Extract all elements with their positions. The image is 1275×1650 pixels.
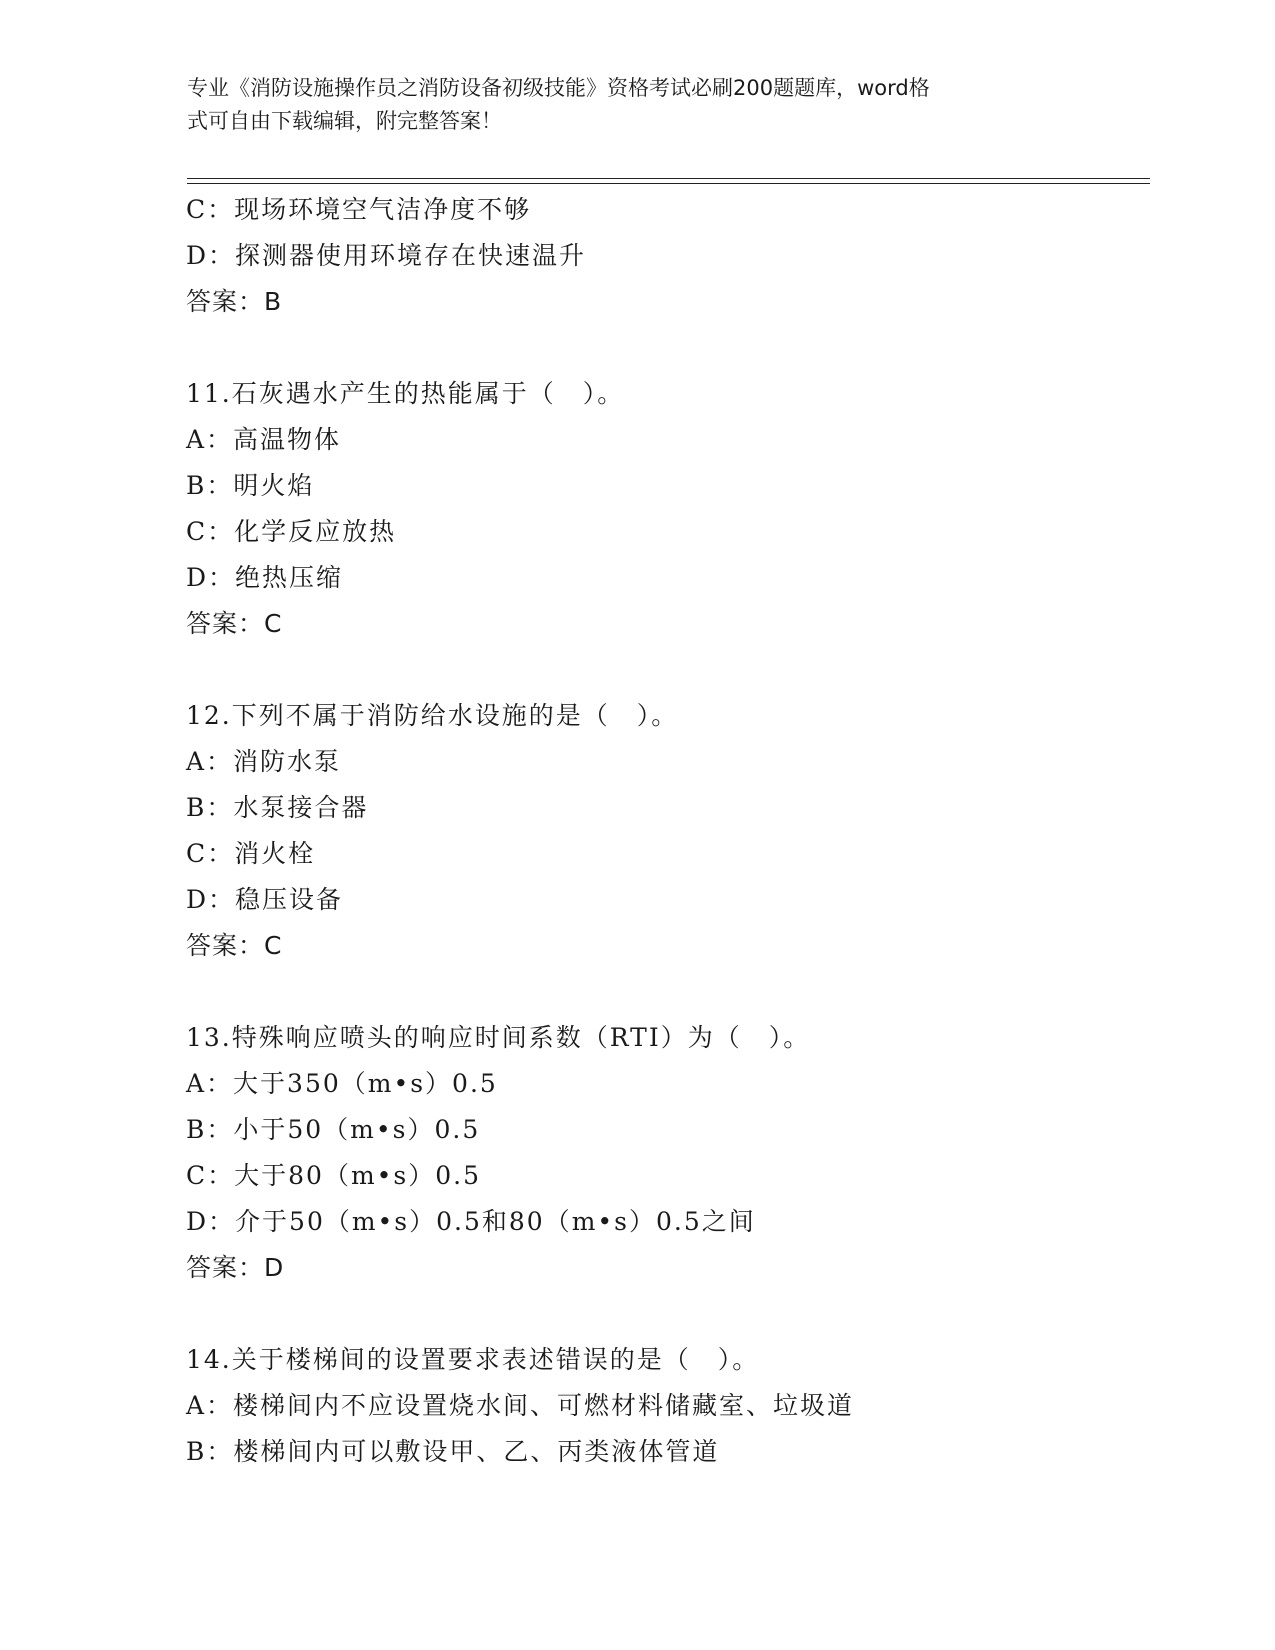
option-c: C：现场环境空气洁净度不够 — [186, 195, 532, 224]
option-b: B：小于50（m•s）0.5 — [186, 1115, 481, 1144]
option-b: B：明火焰 — [186, 471, 315, 500]
spacer — [186, 1291, 1146, 1337]
question-fragment-10 — [186, 187, 1146, 325]
option-d: D：探测器使用环境存在快速温升 — [186, 241, 587, 270]
question-14 — [186, 1337, 1146, 1475]
option-c: C：消火栓 — [186, 839, 316, 868]
option-b: B：水泵接合器 — [186, 793, 369, 822]
question-content — [186, 187, 1146, 1475]
option-d: D：介于50（m•s）0.5和80（m•s）0.5之间 — [186, 1207, 756, 1236]
spacer — [186, 325, 1146, 371]
document-header — [187, 72, 1067, 138]
spacer — [186, 647, 1146, 693]
option-b: B：楼梯间内可以敷设甲、乙、丙类液体管道 — [186, 1437, 720, 1466]
option-c: C：大于80（m•s）0.5 — [186, 1161, 481, 1190]
header-line-2: 式可自由下载编辑，附完整答案！ — [187, 109, 502, 133]
question-stem: 12.下列不属于消防给水设施的是（ ）。 — [186, 701, 679, 730]
header-rule-thin — [187, 183, 1150, 184]
answer: 答案：D — [186, 1253, 285, 1282]
header-line-1: 专业《消防设施操作员之消防设备初级技能》资格考试必刷200题题库，word格 — [187, 76, 930, 100]
option-a: A：高温物体 — [186, 425, 342, 454]
header-rule-thick — [187, 178, 1150, 179]
question-stem: 14.关于楼梯间的设置要求表述错误的是（ ）。 — [186, 1345, 760, 1374]
question-13 — [186, 1015, 1146, 1291]
answer: 答案：C — [186, 609, 283, 638]
option-a: A：大于350（m•s）0.5 — [186, 1069, 498, 1098]
option-d: D：绝热压缩 — [186, 563, 344, 592]
question-stem: 11.石灰遇水产生的热能属于（ ）。 — [186, 379, 625, 408]
option-a: A：消防水泵 — [186, 747, 342, 776]
answer: 答案：C — [186, 931, 283, 960]
question-11 — [186, 371, 1146, 647]
option-a: A：楼梯间内不应设置烧水间、可燃材料储藏室、垃圾道 — [186, 1391, 855, 1420]
answer: 答案：B — [186, 287, 283, 316]
spacer — [186, 969, 1146, 1015]
option-c: C：化学反应放热 — [186, 517, 397, 546]
question-stem: 13.特殊响应喷头的响应时间系数（RTI）为（ ）。 — [186, 1023, 811, 1052]
question-12 — [186, 693, 1146, 969]
option-d: D：稳压设备 — [186, 885, 344, 914]
